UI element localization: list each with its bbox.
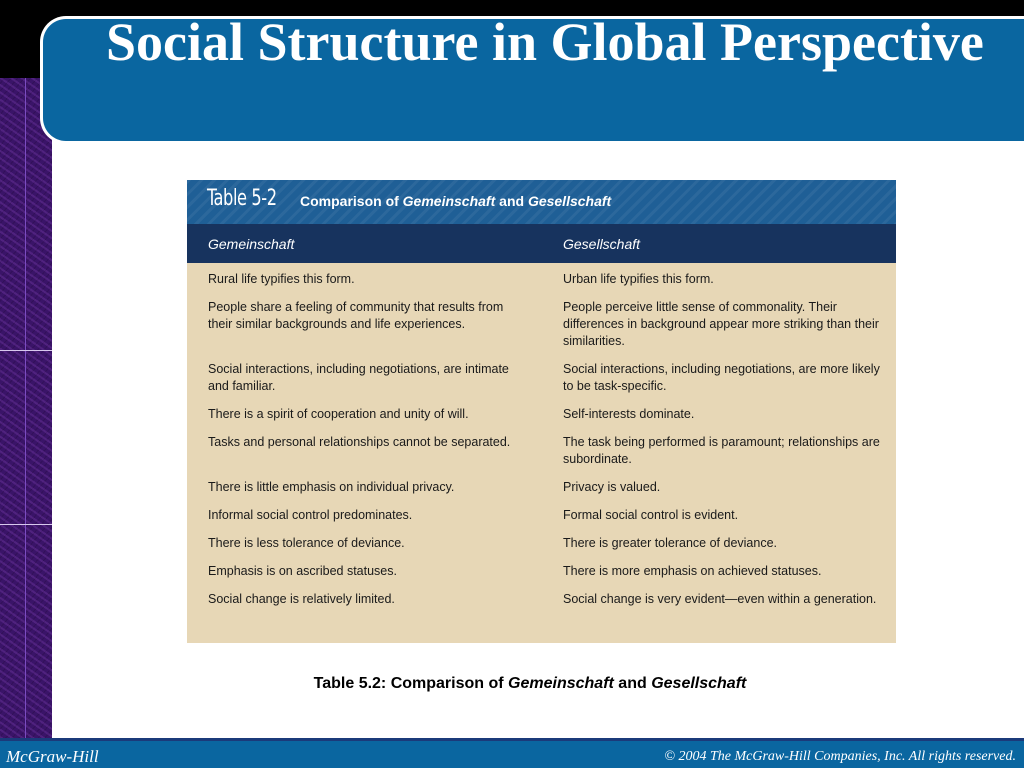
table-row: [187, 591, 896, 608]
strip-vertical-line: [25, 78, 26, 738]
heading-term-gesellschaft: Gesellschaft: [527, 193, 612, 209]
cell-gemeinschaft: There is little emphasis on individual privacy.: [208, 480, 455, 494]
table-body: [187, 263, 896, 608]
publisher-name: McGraw-Hill: [6, 747, 99, 766]
cell-gesellschaft: Privacy is valued.: [563, 480, 661, 494]
heading-term-gemeinschaft: Gemeinschaft: [402, 193, 496, 209]
cell-gesellschaft: Social interactions, including negotiations, are more likely to be task-specific.: [563, 362, 880, 393]
table-row: [187, 361, 896, 395]
cell-gemeinschaft: Rural life typifies this form.: [208, 272, 355, 286]
table-row: [187, 271, 896, 288]
column-header-gesellschaft: Gesellschaft: [563, 236, 641, 252]
table-row: [187, 434, 896, 468]
cell-gemeinschaft: Emphasis is on ascribed statuses.: [208, 564, 397, 578]
table-row: [187, 479, 896, 496]
left-decorative-strip: [0, 78, 52, 738]
strip-divider: [0, 524, 52, 525]
cell-gesellschaft: Self-interests dominate.: [563, 407, 695, 421]
table-row: [187, 563, 896, 580]
table-row: [187, 507, 896, 524]
table-heading-bar: [187, 180, 896, 224]
cell-gesellschaft: There is greater tolerance of deviance.: [563, 536, 778, 550]
table-row: [187, 299, 896, 350]
figure-caption: Table 5.2: Comparison of Gemeinschaft and Gesellschaft: [313, 675, 747, 692]
table-heading: Comparison of Gemeinschaft and Gesellschaft: [300, 193, 612, 209]
caption-term-gesellschaft: Gesellschaft: [651, 675, 747, 692]
caption-term-gemeinschaft: Gemeinschaft: [508, 675, 614, 692]
cell-gemeinschaft: Tasks and personal relationships cannot be separated.: [208, 435, 511, 449]
column-header-gemeinschaft: Gemeinschaft: [208, 236, 295, 252]
cell-gesellschaft: The task being performed is paramount; relationships are subordinate.: [563, 435, 880, 466]
footer-bar: [0, 738, 1024, 768]
cell-gesellschaft: Urban life typifies this form.: [563, 272, 714, 286]
table-row: [187, 535, 896, 552]
cell-gesellschaft: People perceive little sense of commonality. Their differences in background appear more striking than their similarities.: [563, 300, 879, 348]
cell-gesellschaft: Formal social control is evident.: [563, 508, 739, 522]
cell-gemeinschaft: Social interactions, including negotiations, are intimate and familiar.: [208, 362, 509, 393]
table-number: Table 5-2: [207, 186, 277, 211]
slide-title: Social Structure in Global Perspective: [106, 12, 984, 72]
table-figure: [187, 180, 896, 643]
cell-gemeinschaft: People share a feeling of community that results from their similar backgrounds and life experiences.: [208, 300, 504, 331]
cell-gesellschaft: Social change is very evident—even within a generation.: [563, 592, 877, 606]
table-column-headers: [187, 224, 896, 263]
cell-gesellschaft: There is more emphasis on achieved statuses.: [563, 564, 822, 578]
strip-divider: [0, 350, 52, 351]
cell-gemeinschaft: There is a spirit of cooperation and unity of will.: [208, 407, 469, 421]
cell-gemeinschaft: There is less tolerance of deviance.: [208, 536, 405, 550]
table-row: [187, 406, 896, 423]
cell-gemeinschaft: Social change is relatively limited.: [208, 592, 395, 606]
copyright-notice: © 2004 The McGraw-Hill Companies, Inc. All rights reserved.: [664, 749, 1016, 764]
cell-gemeinschaft: Informal social control predominates.: [208, 508, 413, 522]
